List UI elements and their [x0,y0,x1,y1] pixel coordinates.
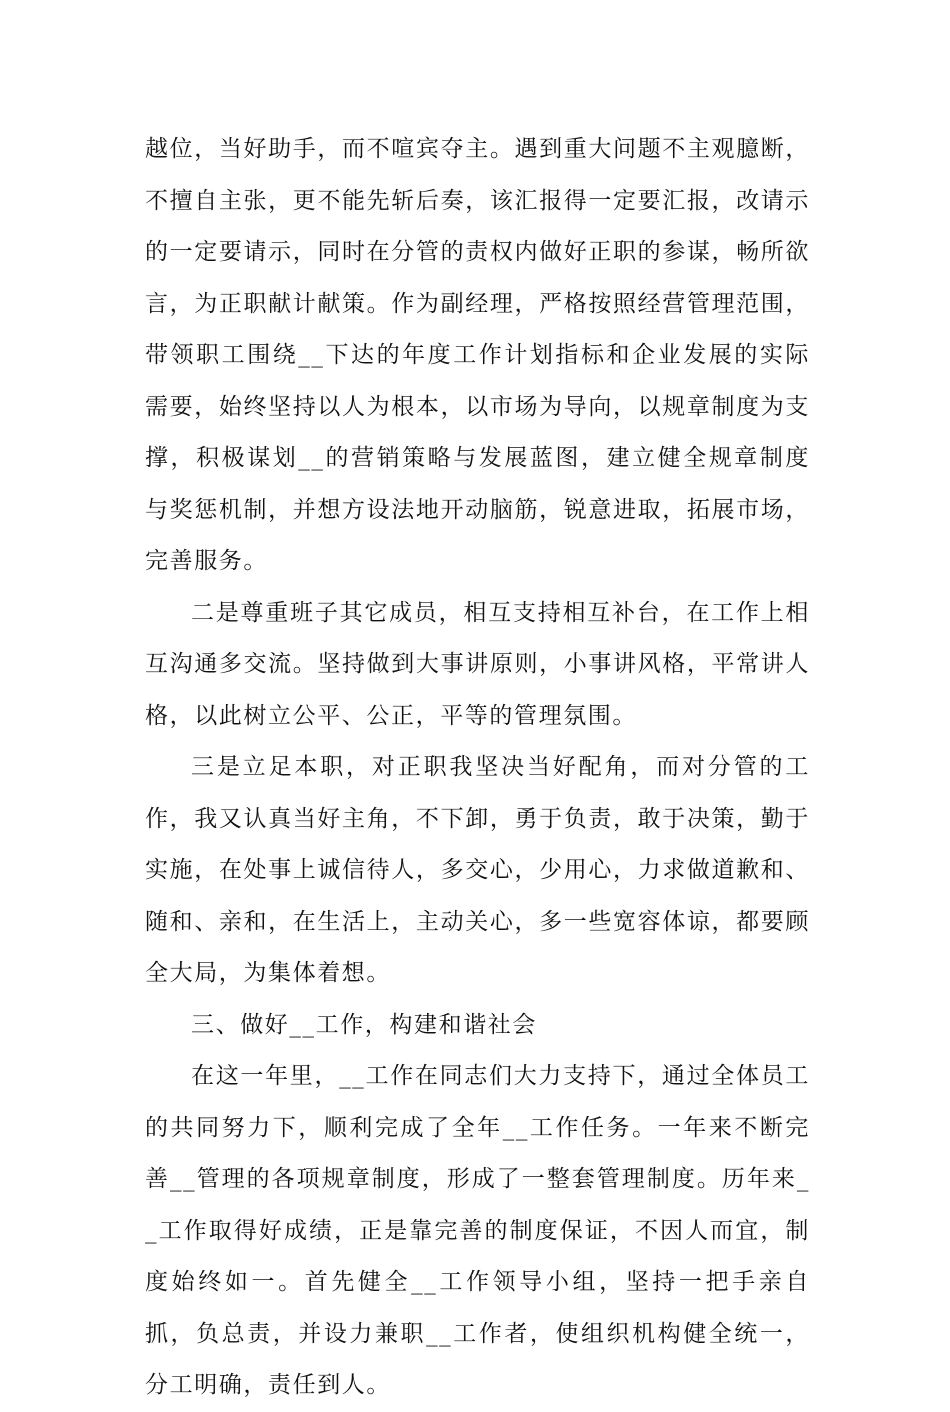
paragraph-point-two: 二是尊重班子其它成员，相互支持相互补台，在工作上相互沟通多交流。坚持做到大事讲原则，小事讲风格，平常讲人格，以此树立公平、公正，平等的管理氛围。 [145,599,810,729]
paragraph-continuation: 越位，当好助手，而不喧宾夺主。遇到重大问题不主观臆断，不擅自主张，更不能先斩后奏，该汇报得一定要汇报，改请示的一定要请示，同时在分管的责权内做好正职的参谋，畅所欲言，为正职献计献策。作为副经理，严格按照经营管理范围，带领职工围绕__下达的年度工作计划指标和企业发展的实际需要，始终坚持以人为根本，以市场为导向，以规章制度为支撑，积极谋划__的营销策略与发展蓝图，建立健全规章制度与奖惩机制，并想方设法地开动脑筋，锐意进取，拓展市场，完善服务。 [145,136,810,574]
document-body [145,124,810,1412]
section-heading-three: 三、做好__工作，构建和谐社会 [191,1011,537,1038]
paragraph-point-three: 三是立足本职，对正职我坚决当好配角，而对分管的工作，我又认真当好主角，不下卸，勇于负责，敢于决策，勤于实施，在处事上诚信待人，多交心，少用心，力求做道歉和、随和、亲和，在生活上，主动关心，多一些宽容体谅，都要顾全大局，为集体着想。 [145,754,810,986]
paragraph-section-three-body: 在这一年里，__工作在同志们大力支持下，通过全体员工的共同努力下，顺利完成了全年__工作任务。一年来不断完善__管理的各项规章制度，形成了一整套管理制度。历年来__工作取得好成绩，正是靠完善的制度保证，不因人而宜，制度始终如一。首先健全__工作领导小组，坚持一把手亲自抓，负总责，并设力兼职__工作者，使组织机构健全统一，分工明确，责任到人。 [145,1063,810,1398]
